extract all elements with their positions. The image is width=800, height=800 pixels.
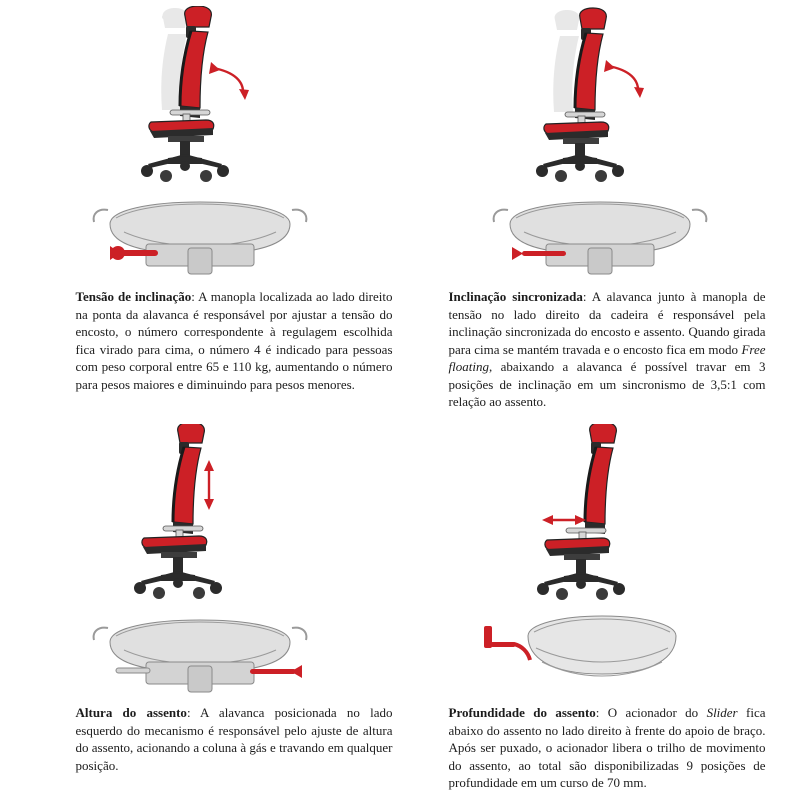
panel-profundidade-do-assento xyxy=(400,410,800,800)
chair-base xyxy=(537,572,625,600)
seat xyxy=(142,536,207,554)
caption-title: Inclinação sincronizada xyxy=(448,289,583,304)
depth-arrow xyxy=(542,515,586,525)
seat-top-outline xyxy=(94,620,307,692)
caption-body-2: fica abaixo do assento no lado direito à frente do apoio de braço. Após ser puxado, o acionador libera o trilho de movimento do assento, ao total são disponibilizadas 9 posições de profundidade em um curso de 70 mm. xyxy=(448,705,766,791)
caption-emphasis: Slider xyxy=(706,705,738,720)
backrest xyxy=(585,447,613,534)
chair-top-view-height-lever xyxy=(50,606,350,696)
seat-top-outline xyxy=(494,202,707,274)
chair-base xyxy=(536,154,624,182)
chair-side-view-backrest-tension xyxy=(50,6,350,184)
chair-side-view-seat-depth xyxy=(450,424,750,602)
tilt-arrow xyxy=(209,62,249,100)
caption-body-1: : O acionador do xyxy=(595,705,707,720)
seat-top-outline xyxy=(94,202,307,274)
seat xyxy=(545,538,610,556)
caption-body: : A alavanca posicionada no lado esquerdo do mecanismo é responsável pelo ajuste de altura do assento, acionando a coluna à gás e travando em qualquer posição. xyxy=(75,705,393,773)
seat-top-outline xyxy=(528,616,676,676)
backrest xyxy=(575,33,603,120)
panel-altura-do-assento xyxy=(0,410,400,800)
chair-side-view-seat-height xyxy=(50,424,350,602)
panel-tensao-de-inclinacao xyxy=(0,0,400,410)
caption-body-1: : A alavanca junto à manopla de tensão no lado direito da cadeira é responsável pela inclinação sincronizada do encosto e assento. Quando girada para cima se mantém travada e o encosto fica em modo xyxy=(448,289,766,357)
caption-body-2: , abaixando a alavanca é possível travar em 3 posições de inclinação em um sincronismo de 3,5:1 com relação ao assento. xyxy=(448,359,766,410)
caption-tensao-de-inclinacao xyxy=(76,288,393,393)
figure-group-2 xyxy=(410,0,790,278)
caption-title: Tensão de inclinação xyxy=(75,289,192,304)
caption-profundidade-do-assento xyxy=(449,704,766,792)
seat xyxy=(544,122,609,140)
chair-top-view-slider-actuator xyxy=(450,606,750,696)
height-arrow xyxy=(204,460,214,510)
figure-group-3 xyxy=(10,410,390,696)
caption-emphasis: Free floating xyxy=(448,341,766,375)
caption-title: Profundidade do assento xyxy=(448,705,596,720)
chair-top-view-tension-lever xyxy=(50,188,350,278)
slider-actuator-highlight xyxy=(484,626,530,660)
chair-top-view-tilt-lever xyxy=(450,188,750,278)
caption-inclinacao-sincronizada xyxy=(449,288,766,411)
caption-altura-do-assento xyxy=(76,704,393,774)
figure-group-1 xyxy=(10,0,390,278)
chair-base xyxy=(141,154,229,182)
backrest xyxy=(173,447,201,534)
caption-title: Altura do assento xyxy=(75,705,187,720)
chair-side-view-synchronized-tilt xyxy=(450,6,750,184)
chair-base xyxy=(134,571,222,599)
tilt-arrow xyxy=(604,60,644,98)
caption-body: : A manopla localizada ao lado direito na ponta da alavanca é responsável por ajustar a tensão do encosto, o número correspondente à regulagem escolhida fica virado para cima, o número 4 é indicado para pessoas com peso corporal entre 65 e 110 kg, aumentando o número para pesos maiores e diminuindo para pesos menores. xyxy=(75,289,393,392)
seat xyxy=(149,120,214,138)
figure-group-4 xyxy=(410,410,790,696)
panel-inclinacao-sincronizada xyxy=(400,0,800,410)
